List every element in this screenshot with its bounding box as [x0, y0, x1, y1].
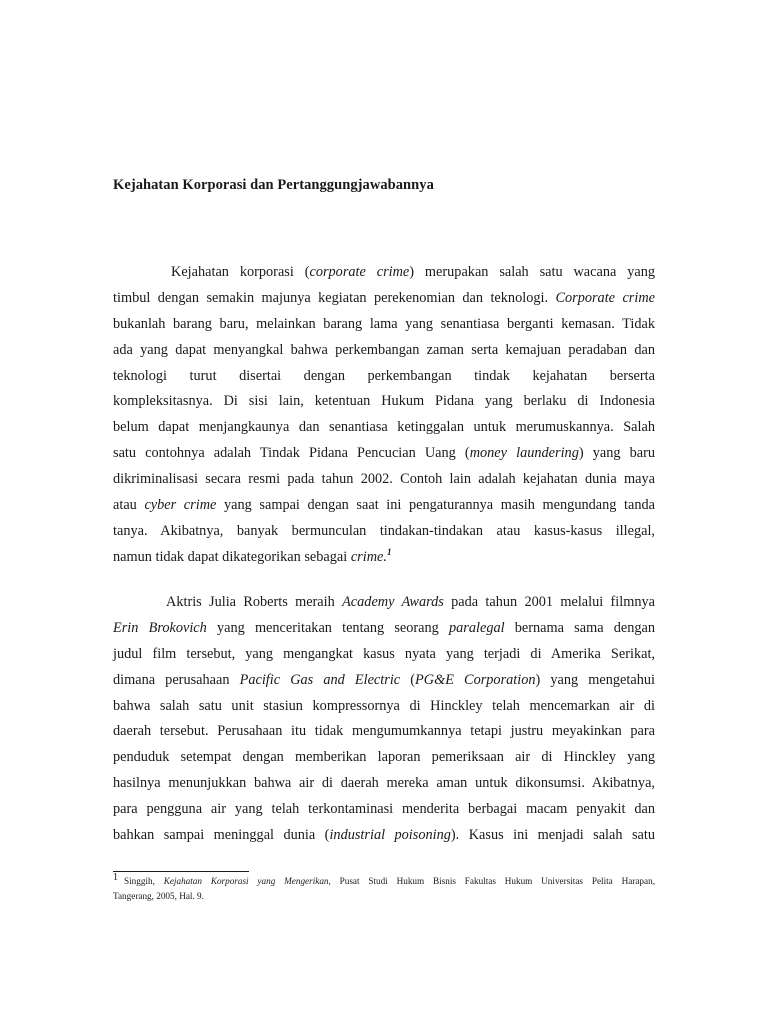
text-run: belum dapat menjangkaunya dan senantiasa ketinggalan untuk merumuskannya. Salah	[113, 419, 655, 436]
text-line	[113, 312, 655, 338]
text-line	[113, 338, 655, 364]
footnote-reference: 1	[386, 547, 392, 558]
text-line	[113, 389, 655, 415]
text-run: bahwa salah satu unit stasiun kompressornya di Hinckley telah mencemarkan air di	[113, 697, 655, 714]
footnote-number: 1	[113, 871, 118, 883]
text-run: , Pusat Studi Hukum Bisnis Fakultas Hukum Universitas Pelita Harapan,	[328, 876, 655, 886]
text-run: hasilnya menunjukkan bahwa air di daerah mereka aman untuk dikonsumsi. Akibatnya,	[113, 775, 655, 792]
text-line	[113, 364, 655, 390]
text-run: penduduk setempat dengan memberikan laporan pemeriksaan air di Hinckley yang	[113, 749, 655, 766]
text-run: ada yang dapat menyangkal bahwa perkembangan zaman serta kemajuan peradaban dan	[113, 341, 655, 358]
text-line	[113, 519, 655, 545]
footnote-line	[113, 889, 655, 904]
text-run: bukanlah barang baru, melainkan barang lama yang senantiasa berganti kemasan. Tidak	[113, 315, 655, 332]
text-run: kompleksitasnya. Di sisi lain, ketentuan Hukum Pidana yang berlaku di Indonesia	[113, 393, 655, 410]
text-run: ) yang mengetahui	[535, 671, 655, 688]
text-run: yang sampai dengan saat ini pengaturannya masih mengundang tanda	[216, 497, 655, 514]
text-run: yang menceritakan tentang seorang	[206, 619, 449, 636]
text-run: para pengguna air yang telah terkontaminasi menderita berbagai macam penyakit dan	[113, 801, 655, 818]
text-line	[113, 260, 655, 286]
text-run: daerah tersebut. Perusahaan itu tidak mengumumkannya tetapi justru meyakinkan para	[113, 723, 655, 740]
text-run: namun tidak dapat dikategorikan sebagai	[113, 548, 351, 565]
text-run: ). Kasus ini menjadi salah satu	[450, 827, 655, 844]
text-line	[113, 590, 655, 616]
italic-term: crime.	[350, 548, 387, 565]
text-run: satu contohnya adalah Tindak Pidana Pencucian Uang (	[113, 445, 470, 462]
text-run: ) yang baru	[578, 445, 655, 462]
text-line	[113, 642, 655, 668]
italic-term: money laundering	[469, 445, 579, 462]
paragraph-corporate-crime	[113, 260, 655, 571]
text-run: Kejahatan korporasi (	[171, 264, 310, 280]
italic-term: paralegal	[449, 619, 505, 636]
text-run: bernama sama dengan	[504, 619, 655, 636]
text-line	[113, 441, 655, 467]
text-line	[113, 771, 655, 797]
text-line	[113, 415, 655, 441]
footnote-separator	[113, 871, 249, 872]
italic-term: industrial poisoning	[329, 827, 451, 844]
text-run: Aktris Julia Roberts meraih	[166, 594, 343, 610]
italic-term: PG&E Corporation	[415, 671, 536, 688]
italic-term: cyber crime	[144, 497, 217, 514]
text-run: timbul dengan semakin majunya kegiatan perekenomian dan teknologi.	[113, 289, 556, 306]
text-line	[113, 616, 655, 642]
text-run: atau	[113, 497, 145, 514]
text-run: teknologi turut disertai dengan perkembangan tindak kejahatan berserta	[113, 367, 655, 384]
text-line	[113, 493, 655, 519]
text-line	[113, 719, 655, 745]
text-run: dimana perusahaan	[113, 671, 240, 688]
footnote	[113, 871, 655, 904]
text-run: tanya. Akibatnya, banyak bermunculan tindakan-tindakan atau kasus-kasus illegal,	[113, 522, 655, 539]
text-run: bahkan sampai meninggal dunia (	[113, 827, 330, 844]
paragraph-erin-brokovich	[113, 590, 655, 849]
italic-term: Corporate crime	[555, 289, 655, 306]
text-line	[113, 286, 655, 312]
text-run: (	[400, 671, 416, 688]
text-line	[113, 668, 655, 694]
text-line	[113, 797, 655, 823]
footnote-line	[113, 871, 655, 889]
text-run: Singgih,	[124, 876, 164, 886]
italic-term: Kejahatan Korporasi yang Mengerikan	[163, 876, 329, 886]
text-line	[113, 545, 655, 571]
text-run: judul film tersebut, yang mengangkat kasus nyata yang terjadi di Amerika Serikat,	[113, 645, 655, 662]
text-line	[113, 694, 655, 720]
italic-term: Erin Brokovich	[113, 619, 207, 636]
italic-term: corporate crime	[309, 264, 410, 280]
text-line	[113, 745, 655, 771]
document-title: Kejahatan Korporasi dan Pertanggungjawabannya	[113, 177, 434, 193]
italic-term: Pacific Gas and Electric	[239, 671, 401, 688]
text-run: ) merupakan salah satu wacana yang	[409, 264, 656, 280]
text-line	[113, 823, 655, 849]
text-run: pada tahun 2001 melalui filmnya	[443, 594, 655, 610]
text-run: dikriminalisasi secara resmi pada tahun 2002. Contoh lain adalah kejahatan dunia maya	[113, 471, 655, 488]
text-run: Tangerang, 2005, Hal. 9.	[113, 891, 204, 901]
text-line	[113, 467, 655, 493]
italic-term: Academy Awards	[342, 594, 444, 610]
